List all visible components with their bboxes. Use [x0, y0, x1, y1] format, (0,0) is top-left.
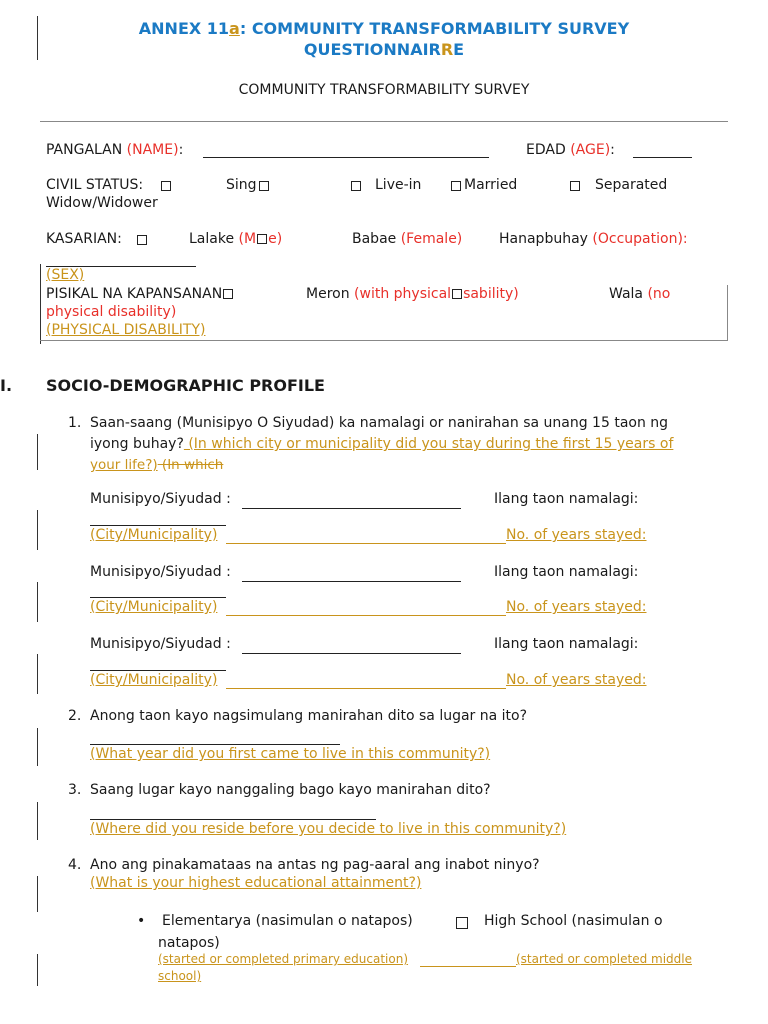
elementary-option: Elementarya (nasimulan o natapos) — [162, 913, 413, 929]
document-title-line2: QUESTIONNAIRRE — [303, 40, 465, 59]
sex-checkbox[interactable] — [137, 235, 147, 245]
municipality-field[interactable] — [242, 581, 461, 582]
years-translation: No. of years stayed: — [506, 599, 647, 615]
city-translation: (City/Municipality) — [90, 527, 218, 543]
married-checkbox[interactable] — [451, 181, 461, 191]
city-translation: (City/Municipality) — [90, 599, 218, 615]
change-bar — [37, 728, 38, 766]
section-numeral: I. — [0, 376, 13, 395]
years-field[interactable] — [90, 597, 226, 598]
city-translation: (City/Municipality) — [90, 672, 218, 688]
widow-option: Widow/Widower — [46, 195, 158, 211]
q2-number: 2. — [68, 708, 82, 724]
q1-text: Saan-saang (Munisipyo O Siyudad) ka namalagi or nanirahan sa unang 15 taon ng — [90, 415, 669, 431]
years-field[interactable] — [90, 670, 226, 671]
divider — [40, 121, 728, 122]
change-bar — [37, 876, 38, 912]
q3-answer-field[interactable] — [90, 819, 376, 820]
q2-text: Anong taon kayo nagsimulang manirahan dito sa lugar na ito? — [90, 708, 528, 724]
change-bar — [37, 434, 38, 470]
years-translation: No. of years stayed: — [506, 527, 647, 543]
separated-checkbox[interactable] — [570, 181, 580, 191]
years-translation: No. of years stayed: — [506, 672, 647, 688]
civil-status-label: CIVIL STATUS: — [46, 177, 144, 193]
underline — [420, 966, 516, 967]
q4-number: 4. — [68, 857, 82, 873]
disability-translation: (PHYSICAL DISABILITY) — [46, 322, 206, 338]
municipality-field[interactable] — [242, 508, 461, 509]
section-heading: SOCIO-DEMOGRAPHIC PROFILE — [46, 376, 325, 395]
sex-label: KASARIAN: — [46, 231, 122, 247]
no-disability-option: Wala (no — [609, 286, 671, 302]
bullet: • — [137, 913, 146, 929]
married-option: Married — [464, 177, 518, 193]
change-bar — [37, 510, 38, 550]
female-option: Babae (Female) — [352, 231, 463, 247]
highschool-checkbox[interactable] — [456, 917, 468, 929]
with-disability-option: Meron (with physical sability) — [306, 286, 519, 302]
q3-text: Saang lugar kayo nanggaling bago kayo manirahan dito? — [90, 782, 491, 798]
years-label: Ilang taon namalagi: — [494, 491, 639, 507]
change-bar — [37, 654, 38, 694]
age-field[interactable] — [633, 157, 692, 158]
separated-option: Separated — [595, 177, 668, 193]
years-label: Ilang taon namalagi: — [494, 636, 639, 652]
underline — [226, 543, 506, 544]
q2-answer-field[interactable] — [90, 744, 340, 745]
name-field[interactable] — [203, 157, 489, 158]
single-option: Sing — [226, 177, 257, 193]
q4-text: Ano ang pinakamataas na antas ng pag-aaral ang inabot ninyo? — [90, 857, 540, 873]
disability-checkbox[interactable] — [223, 289, 233, 299]
male-option: Lalake (M e) — [189, 231, 283, 247]
municipality-field[interactable] — [242, 653, 461, 654]
highschool-option: High School (nasimulan o — [484, 913, 663, 929]
checkbox[interactable] — [161, 181, 171, 191]
years-label: Ilang taon namalagi: — [494, 564, 639, 580]
male-checkbox[interactable] — [257, 234, 267, 244]
elementary-option-cont: natapos) — [158, 935, 220, 951]
highschool-translation-cont: school) — [158, 969, 202, 983]
livein-option: Live-in — [375, 177, 422, 193]
name-label: PANGALAN (NAME): — [46, 142, 184, 158]
q1-text-line2: iyong buhay? (In which city or municipality did you stay during the first 15 years of — [90, 436, 674, 452]
change-bar — [37, 802, 38, 840]
q2-translation: (What year did you first came to live in this community?) — [90, 746, 491, 762]
underline — [226, 615, 506, 616]
highschool-translation: (started or completed middle — [516, 952, 692, 966]
change-bar — [37, 954, 38, 986]
municipality-label: Munisipyo/Siyudad : — [90, 564, 231, 580]
occupation-label: Hanapbuhay (Occupation): — [499, 231, 688, 247]
livein-checkbox[interactable] — [351, 181, 361, 191]
change-bar — [37, 582, 38, 622]
q1-number: 1. — [68, 415, 82, 431]
document-subtitle: COMMUNITY TRANSFORMABILITY SURVEY — [238, 82, 530, 98]
with-disability-checkbox[interactable] — [452, 289, 462, 299]
disability-label: PISIKAL NA KAPANSANAN — [46, 286, 233, 302]
sex-translation: (SEX) — [46, 267, 85, 283]
q3-number: 3. — [68, 782, 82, 798]
elementary-translation: (started or completed primary education) — [158, 952, 409, 966]
q3-translation: (Where did you reside before you decide to live in this community?) — [90, 821, 567, 837]
single-checkbox[interactable] — [259, 181, 269, 191]
no-disability-option-cont: physical disability) — [46, 304, 177, 320]
age-label: EDAD (AGE): — [526, 142, 615, 158]
document-title-line1: ANNEX 11a: COMMUNITY TRANSFORMABILITY SURVEY — [138, 19, 630, 38]
municipality-label: Munisipyo/Siyudad : — [90, 636, 231, 652]
municipality-label: Munisipyo/Siyudad : — [90, 491, 231, 507]
q1-text-line3: your life?) (In which — [90, 457, 224, 473]
underline — [226, 688, 506, 689]
years-field[interactable] — [90, 525, 226, 526]
q4-translation: (What is your highest educational attainment?) — [90, 875, 422, 891]
